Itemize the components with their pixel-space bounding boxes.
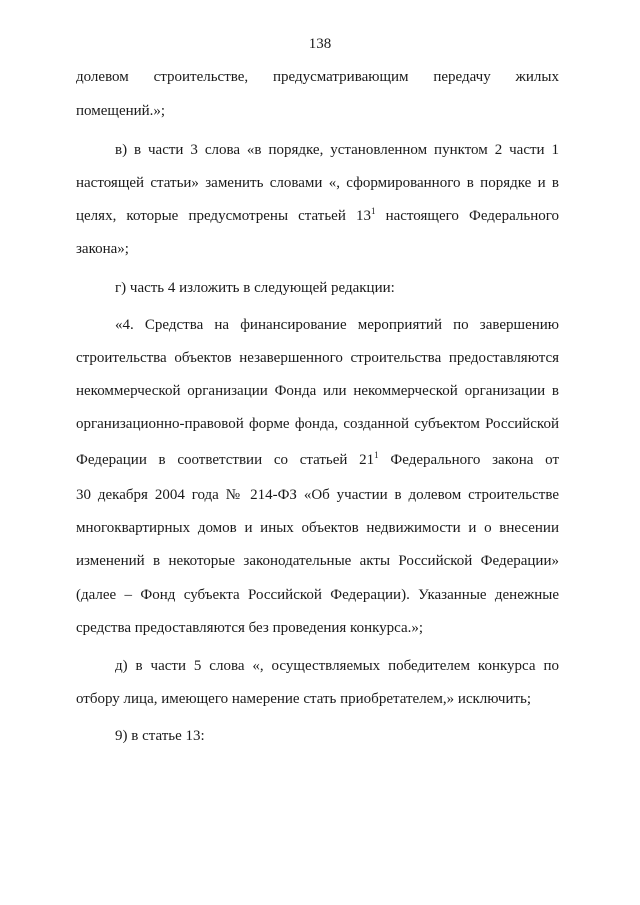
superscript: 1 — [370, 206, 376, 216]
text-line: многоквартирных домов и иных объектов недвижимости и о внесении — [76, 520, 559, 536]
page-number: 138 — [308, 36, 332, 52]
text-line: отбору лица, имеющего намерение стать приобретателем,» исключить; — [76, 691, 532, 707]
text-line: некоммерческой организации Фонда или некоммерческой организации в — [76, 383, 559, 399]
text-line: строительства объектов незавершенного строительства предоставляются — [76, 350, 559, 366]
text-line: д) в части 5 слова «, осуществляемых победителем конкурса по — [115, 658, 559, 674]
text-line: г) часть 4 изложить в следующей редакции: — [115, 280, 395, 296]
text-segment: Федерации в соответствии со статьей 21 — [76, 452, 375, 468]
text-line: организационно-правовой форме фонда, созданной субъектом Российской — [76, 416, 559, 432]
text-line: изменений в некоторые законодательные акты Российской Федерации» — [76, 553, 559, 569]
superscript: 1 — [374, 450, 379, 460]
text-line: помещений.»; — [76, 103, 166, 119]
text-line: настоящей статьи» заменить словами «, сформированного в порядке и в — [76, 175, 559, 191]
text-line: 9) в статье 13: — [115, 728, 205, 744]
text-line: 30 декабря 2004 года № 214-ФЗ «Об участии в долевом строительстве — [76, 487, 559, 503]
text-line: средства предоставляются без проведения конкурса.»; — [76, 620, 424, 636]
text-line: в) в части 3 слова «в порядке, установленном пунктом 2 части 1 — [115, 142, 559, 158]
text-segment: целях, которые предусмотрены статьей 13 — [76, 208, 371, 224]
text-line: (далее – Фонд субъекта Российской Федерации). Указанные денежные — [76, 587, 559, 603]
text-segment: Федерального закона от — [390, 452, 559, 468]
text-line — [76, 451, 559, 469]
text-line: «4. Средства на финансирование мероприятий по завершению — [115, 317, 559, 333]
text-line: долевом строительстве, предусматривающим передачу жилых — [76, 69, 559, 85]
text-line — [76, 207, 559, 225]
text-line: закона»; — [76, 241, 129, 257]
text-segment: настоящего Федерального — [385, 208, 560, 224]
